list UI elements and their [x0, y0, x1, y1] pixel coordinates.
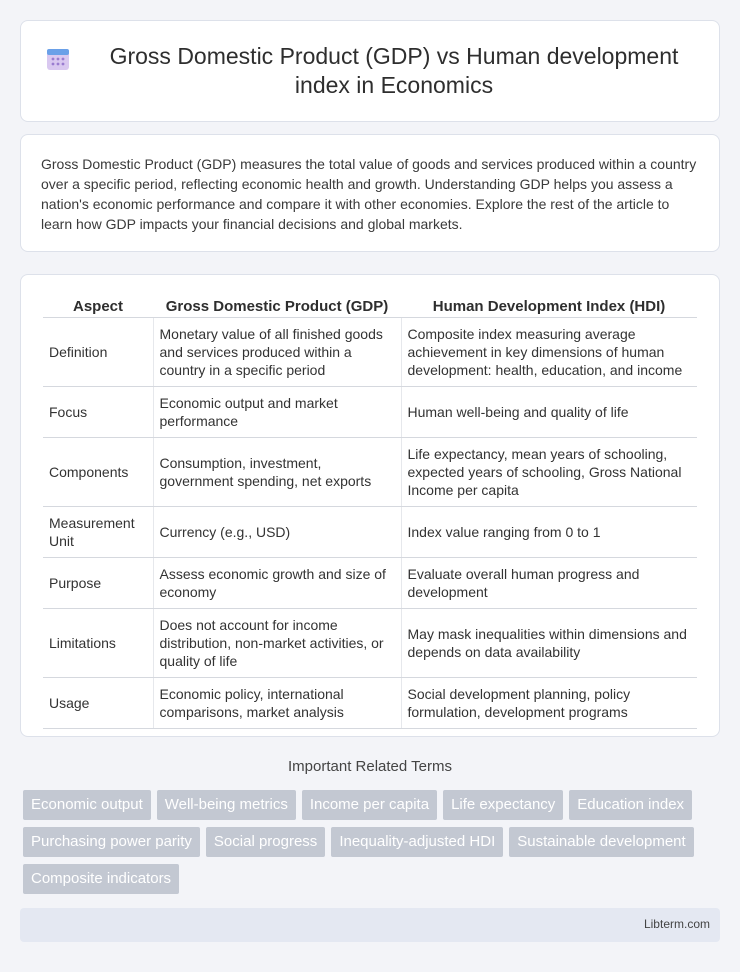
footer	[20, 908, 720, 942]
intro-card	[20, 134, 720, 252]
row-gdp: Currency (e.g., USD)	[153, 507, 401, 558]
row-hdi: Evaluate overall human progress and development	[401, 558, 697, 609]
table-row	[43, 609, 697, 678]
row-gdp: Assess economic growth and size of economy	[153, 558, 401, 609]
related-term-tag[interactable]: Composite indicators	[23, 864, 179, 894]
row-gdp: Does not account for income distribution, non-market activities, or quality of life	[153, 609, 401, 678]
row-hdi: Social development planning, policy formulation, development programs	[401, 678, 697, 729]
title-wrap	[45, 42, 695, 100]
row-aspect: Purpose	[43, 558, 153, 609]
related-term-tag[interactable]: Purchasing power parity	[23, 827, 200, 857]
title-card	[20, 20, 720, 122]
related-term-tag[interactable]: Well-being metrics	[157, 790, 296, 820]
row-gdp: Monetary value of all finished goods and services produced within a country in a specific period	[153, 318, 401, 387]
related-term-tag[interactable]: Sustainable development	[509, 827, 693, 857]
header-hdi: Human Development Index (HDI)	[401, 295, 697, 318]
table-row	[43, 438, 697, 507]
related-term-tag[interactable]: Income per capita	[302, 790, 437, 820]
related-term-tag[interactable]: Economic output	[23, 790, 151, 820]
row-hdi: Life expectancy, mean years of schooling, expected years of schooling, Gross National Income per capita	[401, 438, 697, 507]
table-row	[43, 318, 697, 387]
comparison-table	[43, 295, 697, 729]
row-gdp: Economic policy, international comparisons, market analysis	[153, 678, 401, 729]
page-title: Gross Domestic Product (GDP) vs Human development index in Economics	[109, 43, 679, 98]
row-gdp: Economic output and market performance	[153, 387, 401, 438]
table-row	[43, 678, 697, 729]
table-row	[43, 387, 697, 438]
row-aspect: Limitations	[43, 609, 153, 678]
table-row	[43, 507, 697, 558]
row-aspect: Measurement Unit	[43, 507, 153, 558]
related-term-tag[interactable]: Education index	[569, 790, 692, 820]
row-gdp: Consumption, investment, government spending, net exports	[153, 438, 401, 507]
row-aspect: Components	[43, 438, 153, 507]
row-aspect: Focus	[43, 387, 153, 438]
header-gdp: Gross Domestic Product (GDP)	[153, 295, 401, 318]
table-row	[43, 558, 697, 609]
row-hdi: Human well-being and quality of life	[401, 387, 697, 438]
related-term-tag[interactable]: Social progress	[206, 827, 325, 857]
calendar-icon	[45, 46, 71, 72]
row-hdi: Index value ranging from 0 to 1	[401, 507, 697, 558]
related-terms-title: Important Related Terms	[288, 758, 452, 775]
table-header-row	[43, 295, 697, 318]
row-aspect: Usage	[43, 678, 153, 729]
row-aspect: Definition	[43, 318, 153, 387]
header-aspect: Aspect	[43, 295, 153, 318]
footer-site-link[interactable]: Libterm.com	[643, 917, 710, 931]
row-hdi: Composite index measuring average achievement in key dimensions of human development: health, education, and income	[401, 318, 697, 387]
related-term-tag[interactable]: Inequality-adjusted HDI	[331, 827, 503, 857]
related-term-tag[interactable]: Life expectancy	[443, 790, 563, 820]
intro-paragraph: Gross Domestic Product (GDP) measures the total value of goods and services produced within a country over a specific period, reflecting economic health and growth. Understanding GDP helps you assess a nation's economic performance and compare it with other economies. Explore the rest of the article to learn how GDP impacts your financial decisions and global markets.	[41, 156, 697, 232]
comparison-table-card	[20, 274, 720, 737]
related-terms-list	[23, 790, 723, 901]
row-hdi: May mask inequalities within dimensions and depends on data availability	[401, 609, 697, 678]
